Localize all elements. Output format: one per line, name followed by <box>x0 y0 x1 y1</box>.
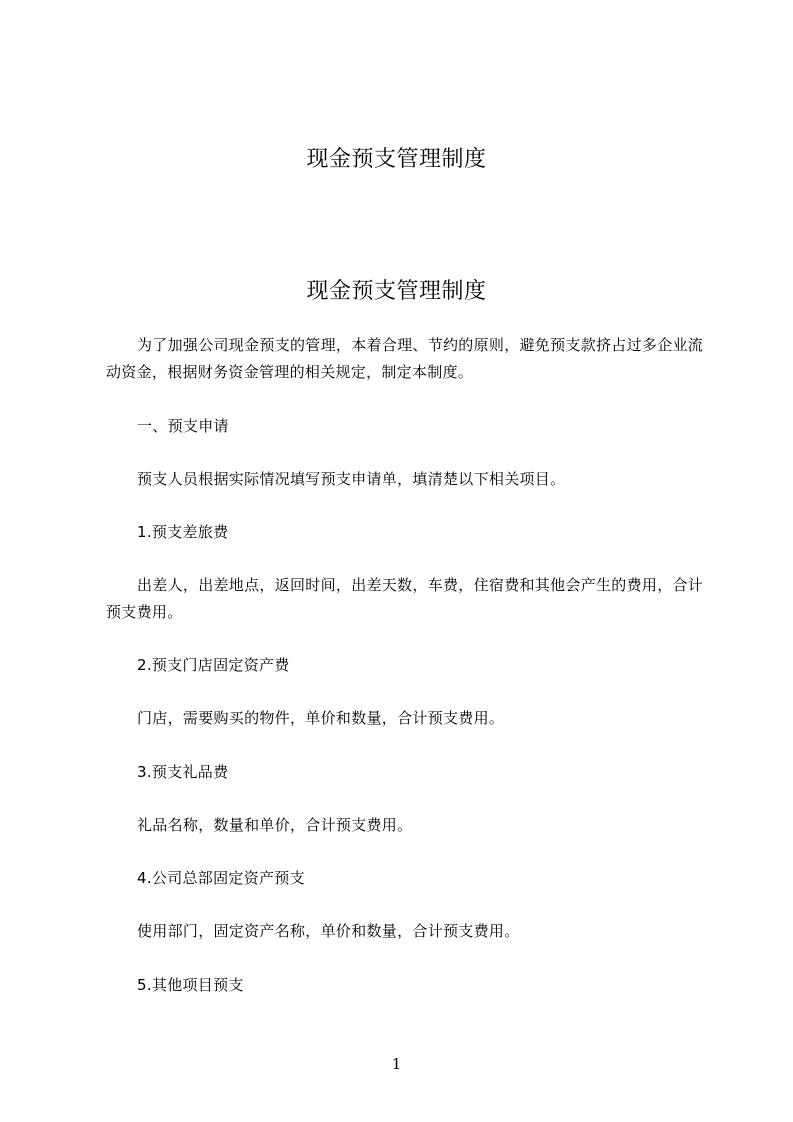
section-1-heading: 一、预支申请 <box>137 417 229 435</box>
item-1-heading: 1.预支差旅费 <box>137 523 229 541</box>
intro-paragraph: 为了加强公司现金预支的管理，本着合理、节约的原则，避免预支款挤占过多企业流动资金，根据财务资金管理的相关规定，制定本制度。 <box>106 336 704 381</box>
item-3-heading: 3.预支礼品费 <box>137 763 229 781</box>
section-1-text: 预支人员根据实际情况填写预支申请单，填清楚以下相关项目。 <box>137 470 566 488</box>
document-title-top: 现金预支管理制度 <box>306 147 487 172</box>
document-title-main: 现金预支管理制度 <box>306 279 487 304</box>
item-4-text: 使用部门，固定资产名称，单价和数量，合计预支费用。 <box>137 922 520 940</box>
item-4-heading: 4.公司总部固定资产预支 <box>137 869 305 887</box>
item-5-heading: 5.其他项目预支 <box>137 976 244 994</box>
item-1-text: 出差人，出差地点，返回时间，出差天数，车费，住宿费和其他会产生的费用，合计预支费用。 <box>106 576 704 621</box>
page-number: 1 <box>391 1055 402 1073</box>
item-2-text: 门店，需要购买的物件，单价和数量，合计预支费用。 <box>137 709 505 727</box>
item-3-text: 礼品名称，数量和单价，合计预支费用。 <box>137 816 413 834</box>
item-2-heading: 2.预支门店固定资产费 <box>137 656 290 674</box>
